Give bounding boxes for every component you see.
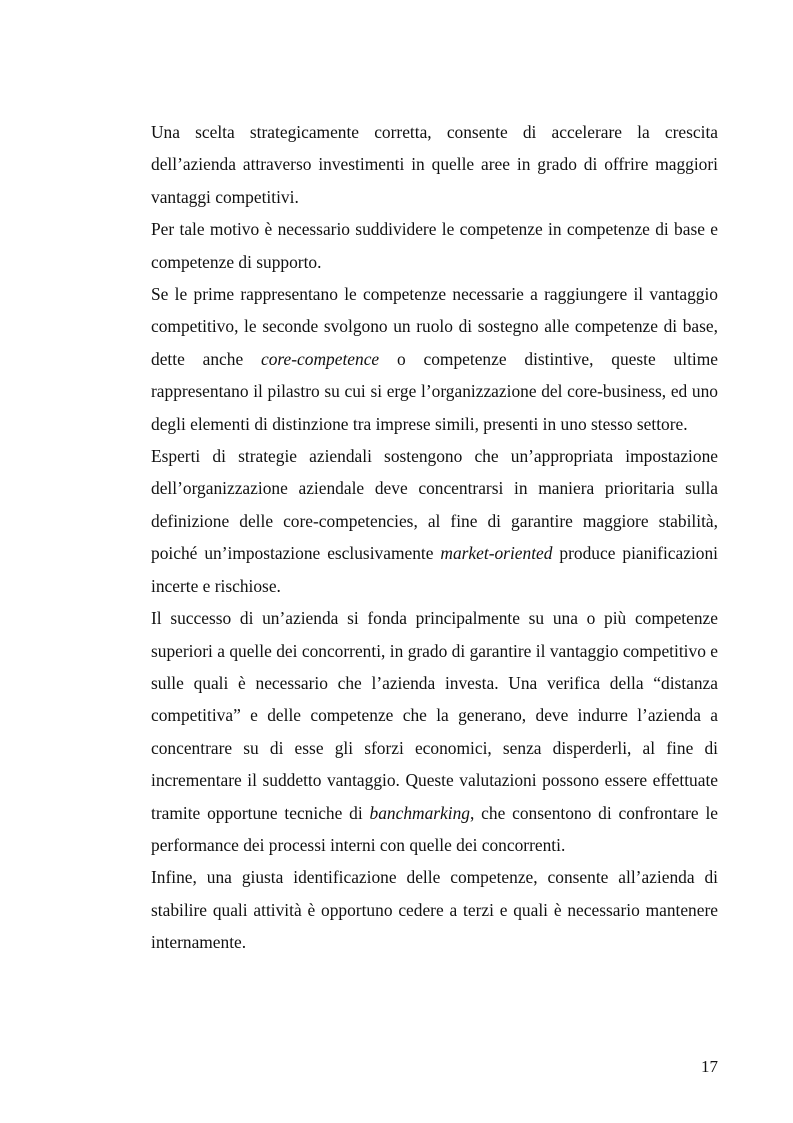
text-run: Il successo di un’azienda si fonda principalmente su una o più competenze superiori a quelle dei concorrenti, in grado di garantire il vantaggio competitivo e sulle quali è necessario che l’azienda investa. Una verifica della “distanza competitiva” e delle competenze che la generano, deve indurre l’azienda a concentrare su di esse gli sforzi economici, senza disperderli, al fine di incrementare il suddetto vantaggio. Queste valutazioni possono essere effettuate tramite opportune tecniche di bbox=[151, 608, 718, 823]
italic-term: banchmarking bbox=[369, 802, 470, 823]
paragraph bbox=[151, 440, 718, 602]
text-run: Infine, una giusta identificazione delle competenze, consente all’azienda di stabilire quali attività è opportuno cedere a terzi e quali è necessario mantenere internamente. bbox=[151, 867, 718, 953]
text-run: Esperti di strategie aziendali sostengono che un’appropriata impostazione dell’organizzazione aziendale deve concentrarsi in maniera prioritaria sulla definizione delle core-competencies, al fine di garantire maggiore stabilità, poiché un’impostazione esclusivamente bbox=[151, 446, 718, 564]
text-run: o competenze distintive, queste ultime rappresentano il pilastro su cui si erge l’organizzazione del core-business, ed uno degli elementi di distinzione tra imprese simili, presenti in uno stesso settore. bbox=[151, 348, 718, 434]
text-run: , che consentono di confrontare le performance dei processi interni con quelle dei concorrenti. bbox=[151, 802, 718, 855]
paragraph bbox=[151, 213, 718, 278]
text-run: Se le prime rappresentano le competenze necessarie a raggiungere il vantaggio competitivo, le seconde svolgono un ruolo di sostegno alle competenze di base, dette anche bbox=[151, 284, 718, 369]
text-run: Una scelta strategicamente corretta, consente di accelerare la crescita dell’azienda attraverso investimenti in quelle aree in grado di offrire maggiori vantaggi competitivi. bbox=[151, 122, 718, 207]
paragraph bbox=[151, 116, 718, 213]
paragraph bbox=[151, 861, 718, 958]
italic-term: core-competence bbox=[261, 348, 380, 369]
italic-term: market-oriented bbox=[440, 543, 553, 564]
body-text bbox=[151, 116, 718, 959]
page-number: 17 bbox=[701, 1057, 718, 1076]
text-run: Per tale motivo è necessario suddividere le competenze in competenze di base e competenze di supporto. bbox=[151, 219, 718, 272]
text-run: produce pianificazioni incerte e rischiose. bbox=[151, 543, 719, 596]
paragraph bbox=[151, 602, 718, 861]
paragraph bbox=[151, 278, 718, 440]
